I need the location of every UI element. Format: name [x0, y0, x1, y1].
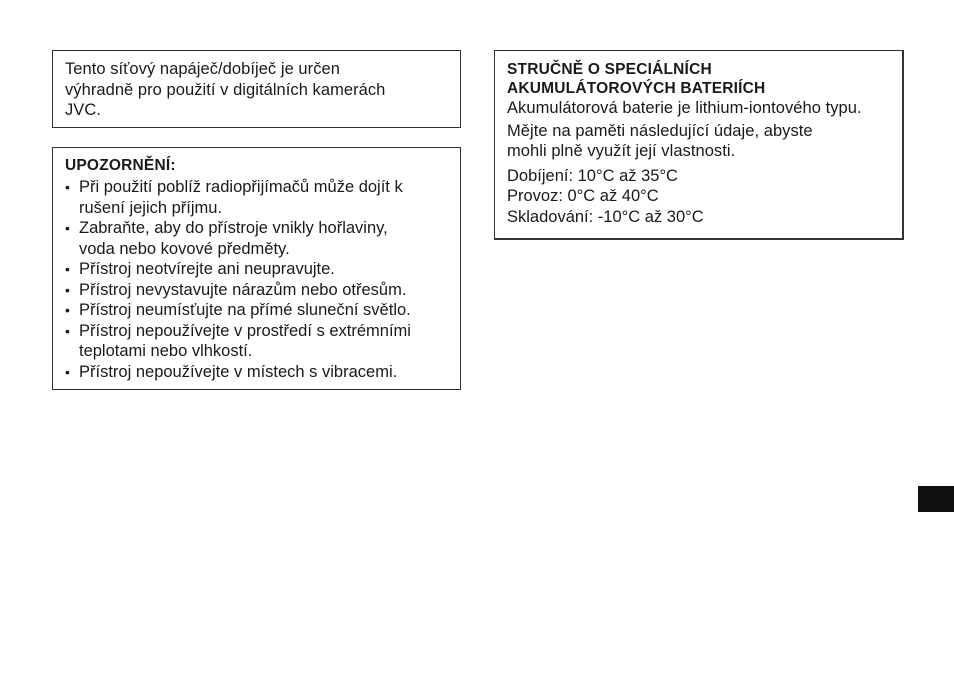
battery-info-box	[494, 50, 904, 240]
warning-item	[65, 362, 450, 383]
warning-box	[52, 147, 461, 390]
bullet-icon: •	[65, 261, 70, 277]
temp-charging: Dobíjení: 10°C až 35°C	[507, 166, 678, 185]
warning-list	[65, 177, 450, 382]
bullet-icon: •	[65, 363, 70, 380]
warning-item	[65, 300, 450, 321]
warning-item-line: voda nebo kovové předměty.	[79, 239, 290, 258]
warning-item	[65, 177, 450, 218]
warning-item	[65, 218, 450, 259]
battery-note	[507, 121, 894, 162]
warning-item-line: Zabraňte, aby do přístroje vnikly hořlaviny,	[79, 219, 388, 237]
temp-operation: Provoz: 0°C až 40°C	[507, 187, 659, 205]
bullet-icon: •	[65, 322, 70, 339]
warning-item	[65, 259, 450, 280]
intro-line: výhradně pro použití v digitálních kamerách	[65, 80, 386, 99]
warning-heading: UPOZORNĚNÍ:	[65, 157, 176, 174]
warning-item-line: Při použití poblíž radiopřijímačů může dojít k	[79, 178, 403, 196]
bullet-icon: •	[65, 302, 70, 318]
warning-item-line: teplotami nebo vlhkostí.	[79, 342, 253, 360]
battery-heading-line: AKUMULÁTOROVÝCH BATERIÍCH	[507, 80, 766, 97]
temp-storage: Skladování: -10°C až 30°C	[507, 207, 704, 226]
bullet-icon: •	[65, 281, 70, 298]
intro-box	[52, 50, 461, 128]
warning-item	[65, 280, 450, 301]
warning-item-line: Přístroj neumísťujte na přímé sluneční světlo.	[79, 301, 411, 319]
battery-note-line: Mějte na paměti následující údaje, abyste	[507, 121, 813, 140]
battery-temperatures	[507, 166, 894, 228]
warning-item-line: Přístroj nevystavujte nárazům nebo otřesům.	[79, 280, 407, 299]
intro-line: JVC.	[65, 101, 101, 119]
intro-line: Tento síťový napáječ/dobíječ je určen	[65, 60, 340, 78]
warning-item-line: Přístroj nepoužívejte v místech s vibracemi.	[79, 362, 398, 381]
battery-heading-line: STRUČNĚ O SPECIÁLNÍCH	[507, 61, 712, 78]
battery-type-text: Akumulátorová baterie je lithium-iontového typu.	[507, 99, 862, 117]
page-tab-marker	[918, 486, 954, 512]
warning-item-line: rušení jejich příjmu.	[79, 198, 223, 217]
warning-item	[65, 321, 450, 362]
warning-item-line: Přístroj neotvírejte ani neupravujte.	[79, 260, 335, 278]
bullet-icon: •	[65, 179, 70, 195]
bullet-icon: •	[65, 220, 70, 236]
warning-item-line: Přístroj nepoužívejte v prostředí s extrémními	[79, 321, 411, 340]
battery-note-line: mohli plně využít její vlastnosti.	[507, 142, 736, 160]
